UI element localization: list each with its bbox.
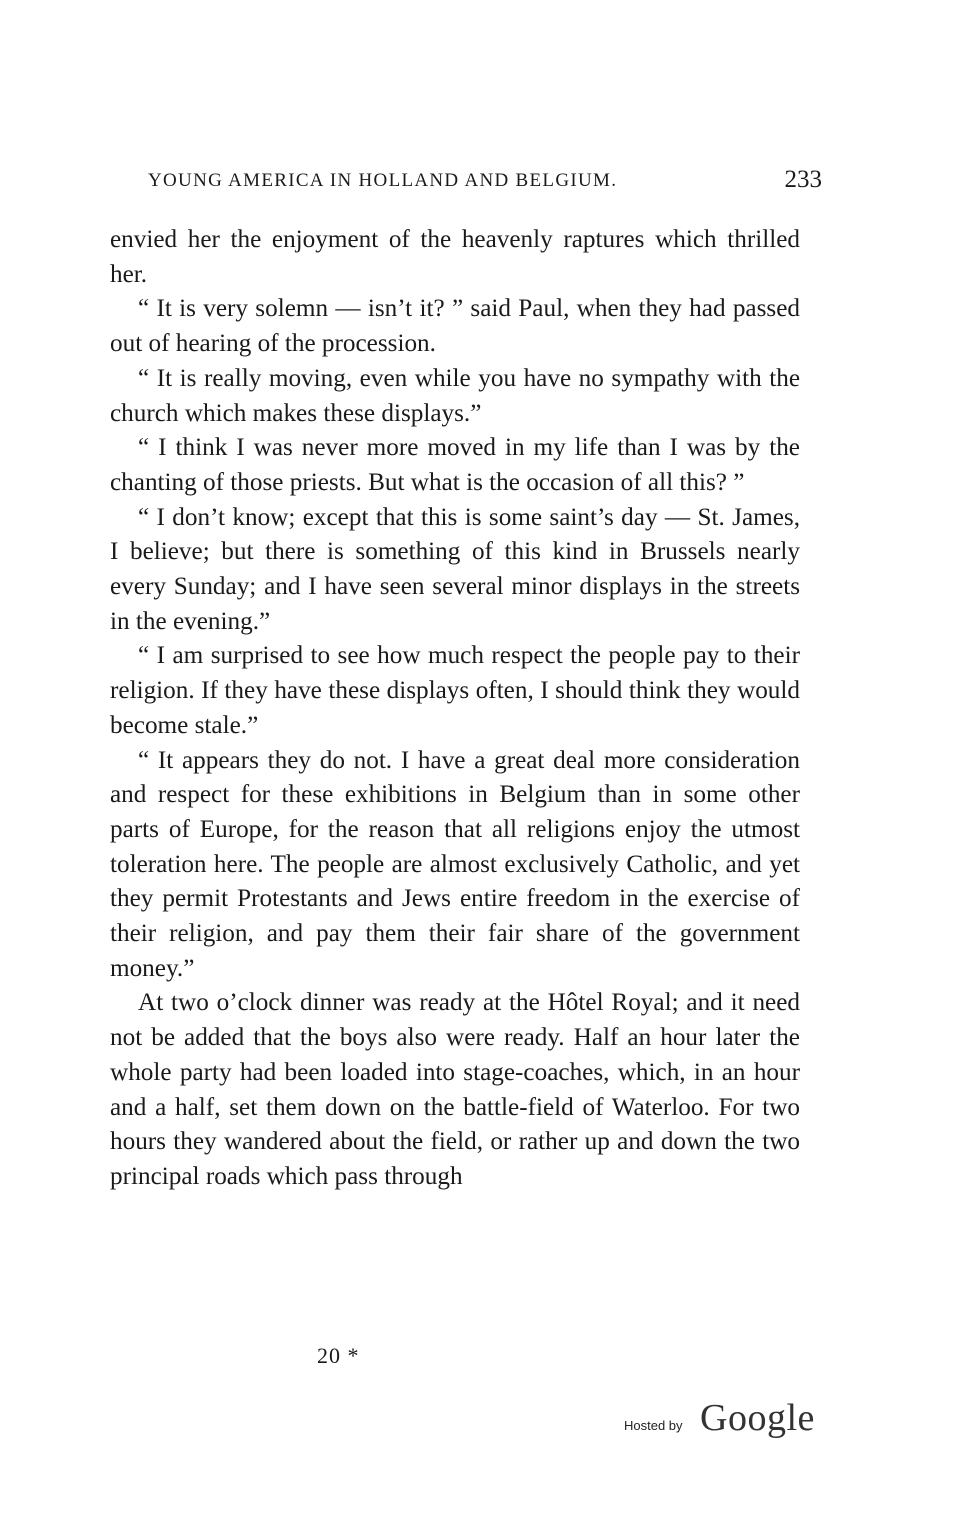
hosted-by-label: Hosted by — [624, 1418, 683, 1433]
paragraph: “ It appears they do not. I have a great deal more consideration and respect for these exhibitions in Belgium than in some other parts of Europe, for the reason that all religions enjoy the utmost toleration here. The people are almost exclusively Catholic, and yet they permit Protestants and Jews entire freedom in the exercise of their religion, and pay them their fair share of the government money.” — [110, 746, 800, 982]
paragraph: “ I think I was never more moved in my life than I was by the chanting of those priests. But what is the occasion of all this? ” — [110, 434, 800, 496]
paragraph-continued: envied her the enjoyment of the heavenly raptures which thrilled her. — [110, 226, 800, 288]
paragraph: “ It is really moving, even while you have no sympathy with the church which makes these displays.” — [110, 364, 800, 427]
google-logo: Google — [700, 1397, 815, 1439]
page-number: 233 — [784, 166, 822, 193]
paragraph: “ It is very solemn — isn’t it? ” said Paul, when they had passed out of hearing of the procession. — [110, 295, 800, 358]
signature-mark: 20 * — [317, 1343, 360, 1368]
paragraph: “ I don’t know; except that this is some saint’s day — St. James, I believe; but there is something of this kind in Brussels nearly every Sunday; and I have seen several minor displays in the streets in the evening.” — [110, 503, 800, 635]
body-text — [110, 223, 800, 1195]
running-title: YOUNG AMERICA IN HOLLAND AND BELGIUM. — [148, 170, 618, 191]
paragraph: At two o’clock dinner was ready at the Hôtel Royal; and it need not be added that the boys also were ready. Half an hour later the whole party had been loaded into stage-coaches, which, in an hour and a half, set them down on the battle-field of Waterloo. For two hours they wandered about the field, or rather up and down the two principal roads which pass through — [110, 989, 800, 1190]
running-head — [148, 166, 828, 196]
paragraph: “ I am surprised to see how much respect the people pay to their religion. If they have these displays often, I should think they would become stale.” — [110, 642, 800, 739]
